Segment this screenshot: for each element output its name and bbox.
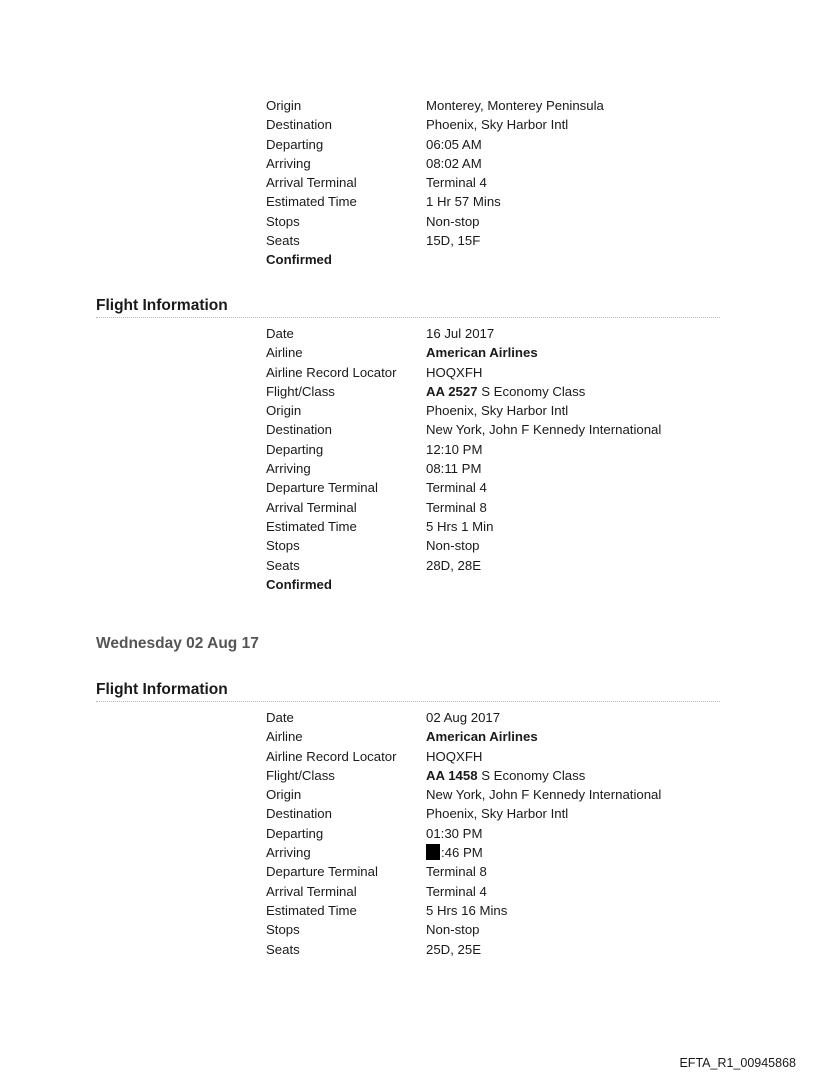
section-divider xyxy=(96,317,720,318)
field-value: American Airlines xyxy=(426,729,538,745)
field-value: Phoenix, Sky Harbor Intl xyxy=(426,403,569,419)
field-label: Stops xyxy=(266,213,300,229)
field-label: Seats xyxy=(266,941,300,957)
flight-segment-monterey-phoenix xyxy=(0,96,816,270)
field-value: 08:11 PM xyxy=(426,461,482,477)
field-value: 12:10 PM xyxy=(426,441,483,457)
detail-row-destination xyxy=(0,804,816,823)
redaction-block xyxy=(426,844,440,860)
detail-row-airline xyxy=(0,727,816,746)
detail-row-stops xyxy=(0,536,816,555)
detail-row-destination xyxy=(0,420,816,439)
detail-row-arrival-terminal xyxy=(0,173,816,192)
field-value: 15D, 15F xyxy=(426,233,481,249)
field-label: Date xyxy=(266,326,294,341)
field-value: 08:02 AM xyxy=(426,155,482,171)
detail-row-airline xyxy=(0,343,816,362)
field-value: Terminal 4 xyxy=(426,883,487,899)
section-title: Flight Information xyxy=(96,681,228,698)
field-label: Departing xyxy=(266,136,324,152)
field-value: HOQXFH xyxy=(426,748,483,764)
field-value: HOQXFH xyxy=(426,364,483,380)
field-label: Estimated Time xyxy=(266,518,357,534)
field-value: 28D, 28E xyxy=(426,557,481,573)
fare-class: S Economy Class xyxy=(477,767,586,783)
flight-segment-phoenix-newyork xyxy=(0,324,816,594)
detail-row-departure-terminal xyxy=(0,862,816,881)
arrival-time-partial: :46 PM xyxy=(441,845,483,861)
field-label: Departing xyxy=(266,825,324,841)
detail-row-arrival-terminal xyxy=(0,498,816,517)
field-value xyxy=(426,766,585,785)
detail-row-departing xyxy=(0,440,816,459)
field-value: Terminal 8 xyxy=(426,864,487,880)
flight-segment-newyork-phoenix xyxy=(0,708,816,959)
field-label: Seats xyxy=(266,233,300,249)
field-value: Non-stop xyxy=(426,538,480,554)
field-label: Date xyxy=(266,710,294,725)
field-value: 5 Hrs 16 Mins xyxy=(426,902,508,918)
detail-row-stops xyxy=(0,920,816,939)
field-label: Airline Record Locator xyxy=(266,364,397,380)
detail-row-arriving xyxy=(0,843,816,862)
detail-row-origin xyxy=(0,785,816,804)
field-label: Origin xyxy=(266,403,302,419)
section-header-flight-information xyxy=(96,680,720,702)
flight-number: AA 2527 xyxy=(426,383,478,399)
field-value xyxy=(426,843,483,862)
detail-row-seats xyxy=(0,940,816,959)
field-value: American Airlines xyxy=(426,345,538,361)
detail-row-departing xyxy=(0,824,816,843)
field-value xyxy=(426,382,585,401)
detail-row-origin xyxy=(0,96,816,115)
field-label: Airline xyxy=(266,729,303,745)
detail-row-flight-class xyxy=(0,382,816,401)
detail-row-departure-terminal xyxy=(0,478,816,497)
field-label: Arriving xyxy=(266,461,311,477)
booking-status: Confirmed xyxy=(266,576,332,592)
field-value: 25D, 25E xyxy=(426,941,481,957)
field-label: Arrival Terminal xyxy=(266,499,357,515)
field-label: Origin xyxy=(266,98,302,113)
field-value: Non-stop xyxy=(426,213,480,229)
field-value: Monterey, Monterey Peninsula xyxy=(426,98,604,113)
field-value: New York, John F Kennedy International xyxy=(426,787,662,803)
detail-row-estimated-time xyxy=(0,901,816,920)
field-value: 01:30 PM xyxy=(426,825,483,841)
field-label: Flight/Class xyxy=(266,767,335,783)
field-value: 02 Aug 2017 xyxy=(426,710,501,725)
detail-row-arrival-terminal xyxy=(0,882,816,901)
field-label: Seats xyxy=(266,557,300,573)
field-label: Departing xyxy=(266,441,324,457)
field-value: Phoenix, Sky Harbor Intl xyxy=(426,117,569,133)
detail-row-estimated-time xyxy=(0,192,816,211)
fare-class: S Economy Class xyxy=(477,383,586,399)
detail-row-origin xyxy=(0,401,816,420)
field-label: Airline Record Locator xyxy=(266,748,397,764)
field-label: Stops xyxy=(266,922,300,938)
detail-row-record-locator xyxy=(0,747,816,766)
field-label: Destination xyxy=(266,806,332,822)
field-label: Destination xyxy=(266,422,332,438)
detail-row-destination xyxy=(0,115,816,134)
detail-row-seats xyxy=(0,556,816,575)
detail-row-estimated-time xyxy=(0,517,816,536)
field-label: Stops xyxy=(266,538,300,554)
field-label: Departure Terminal xyxy=(266,864,378,880)
field-value: Terminal 4 xyxy=(426,480,487,496)
field-value: Non-stop xyxy=(426,922,480,938)
field-value: 16 Jul 2017 xyxy=(426,326,495,341)
document-id-footer: EFTA_R1_00945868 xyxy=(679,1056,796,1070)
field-value: 06:05 AM xyxy=(426,136,482,152)
section-title: Flight Information xyxy=(96,297,228,314)
field-label: Estimated Time xyxy=(266,902,357,918)
booking-status: Confirmed xyxy=(266,252,332,268)
field-value: New York, John F Kennedy International xyxy=(426,422,662,438)
detail-row-record-locator xyxy=(0,363,816,382)
detail-row-date xyxy=(0,708,816,727)
field-label: Flight/Class xyxy=(266,383,335,399)
field-value: Phoenix, Sky Harbor Intl xyxy=(426,806,569,822)
field-label: Arriving xyxy=(266,155,311,171)
field-value: Terminal 8 xyxy=(426,499,487,515)
field-label: Origin xyxy=(266,787,302,803)
detail-row-departing xyxy=(0,135,816,154)
field-value: 5 Hrs 1 Min xyxy=(426,518,494,534)
field-label: Arrival Terminal xyxy=(266,175,357,191)
detail-row-arriving xyxy=(0,154,816,173)
field-value: Terminal 4 xyxy=(426,175,487,191)
field-label: Arriving xyxy=(266,845,311,861)
section-header-flight-information xyxy=(96,296,720,318)
detail-row-arriving xyxy=(0,459,816,478)
detail-row-stops xyxy=(0,212,816,231)
field-label: Departure Terminal xyxy=(266,480,378,496)
detail-row-date xyxy=(0,324,816,343)
day-header: Wednesday 02 Aug 17 xyxy=(96,635,259,652)
detail-row-seats xyxy=(0,231,816,250)
field-label: Arrival Terminal xyxy=(266,883,357,899)
field-label: Airline xyxy=(266,345,303,361)
flight-number: AA 1458 xyxy=(426,767,478,783)
detail-row-flight-class xyxy=(0,766,816,785)
section-divider xyxy=(96,701,720,702)
field-label: Destination xyxy=(266,117,332,133)
field-value: 1 Hr 57 Mins xyxy=(426,194,501,210)
field-label: Estimated Time xyxy=(266,194,357,210)
